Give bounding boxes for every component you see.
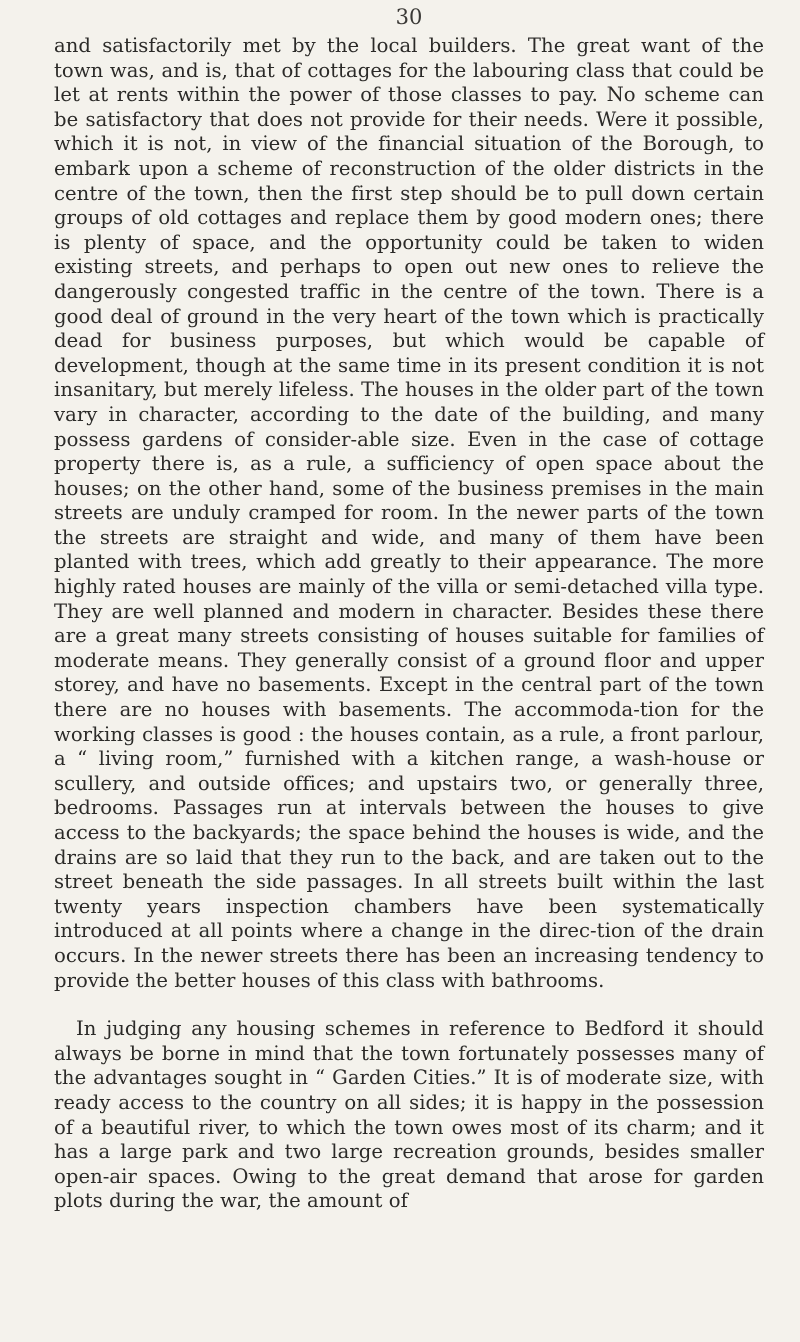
- paragraph-garden-cities: In judging any housing schemes in reference to Bedford it should always be borne in mind that the town fortunately possesses many of the advantages sought in “ Garden Cities.” It is of moderate size, with ready access to the country on all sides; it is happy in the possession of a beautiful river, to which the town owes most of its charm; and it has a large park and two large recreation grounds, besides smaller open-air spaces. Owing to the great demand that arose for garden plots during the war, the amount of: [54, 1017, 764, 1213]
- paragraph-housing-conditions: and satisfactorily met by the local builders. The great want of the town was, and is, that of cottages for the labouring class that could be let at rents within the power of those classes to pay. No scheme can be satisfactory that does not provide for their needs. Were it possible, which it is not, in view of the financial situation of the Borough, to embark upon a scheme of reconstruction of the older districts in the centre of the town, then the first step should be to pull down certain groups of old cottages and replace them by good modern ones; there is plenty of space, and the opportunity could be taken to widen existing streets, and perhaps to open out new ones to relieve the dangerously congested traffic in the centre of the town. There is a good deal of ground in the very heart of the town which is practically dead for business purposes, but which would be capable of development, though at the same time in its present condition it is not insanitary, but merely lifeless. The houses in the older part of the town vary in character, according to the date of the building, and many possess gardens of consider-able size. Even in the case of cottage property there is, as a rule, a sufficiency of open space about the houses; on the other hand, some of the business premises in the main streets are unduly cramped for room. In the newer parts of the town the streets are straight and wide, and many of them have been planted with trees, which add greatly to their appearance. The more highly rated houses are mainly of the villa or semi-detached villa type. They are well planned and modern in character. Besides these there are a great many streets consisting of houses suitable for families of moderate means. They generally consist of a ground floor and upper storey, and have no basements. Except in the central part of the town there are no houses with basements. The accommoda-tion for the working classes is good : the houses contain, as a rule, a front parlour, a “ living room,” furnished with a kitchen range, a wash-house or scullery, and outside offices; and upstairs two, or generally three, bedrooms. Passages run at intervals between the houses to give access to the backyards; the space behind the houses is wide, and the drains are so laid that they run to the back, and are taken out to the street beneath the side passages. In all streets built within the last twenty years inspection chambers have been systematically introduced at all points where a change in the direc-tion of the drain occurs. In the newer streets there has been an increasing tendency to provide the better houses of this class with bathrooms.: [54, 34, 764, 992]
- page-number: 30: [395, 5, 423, 29]
